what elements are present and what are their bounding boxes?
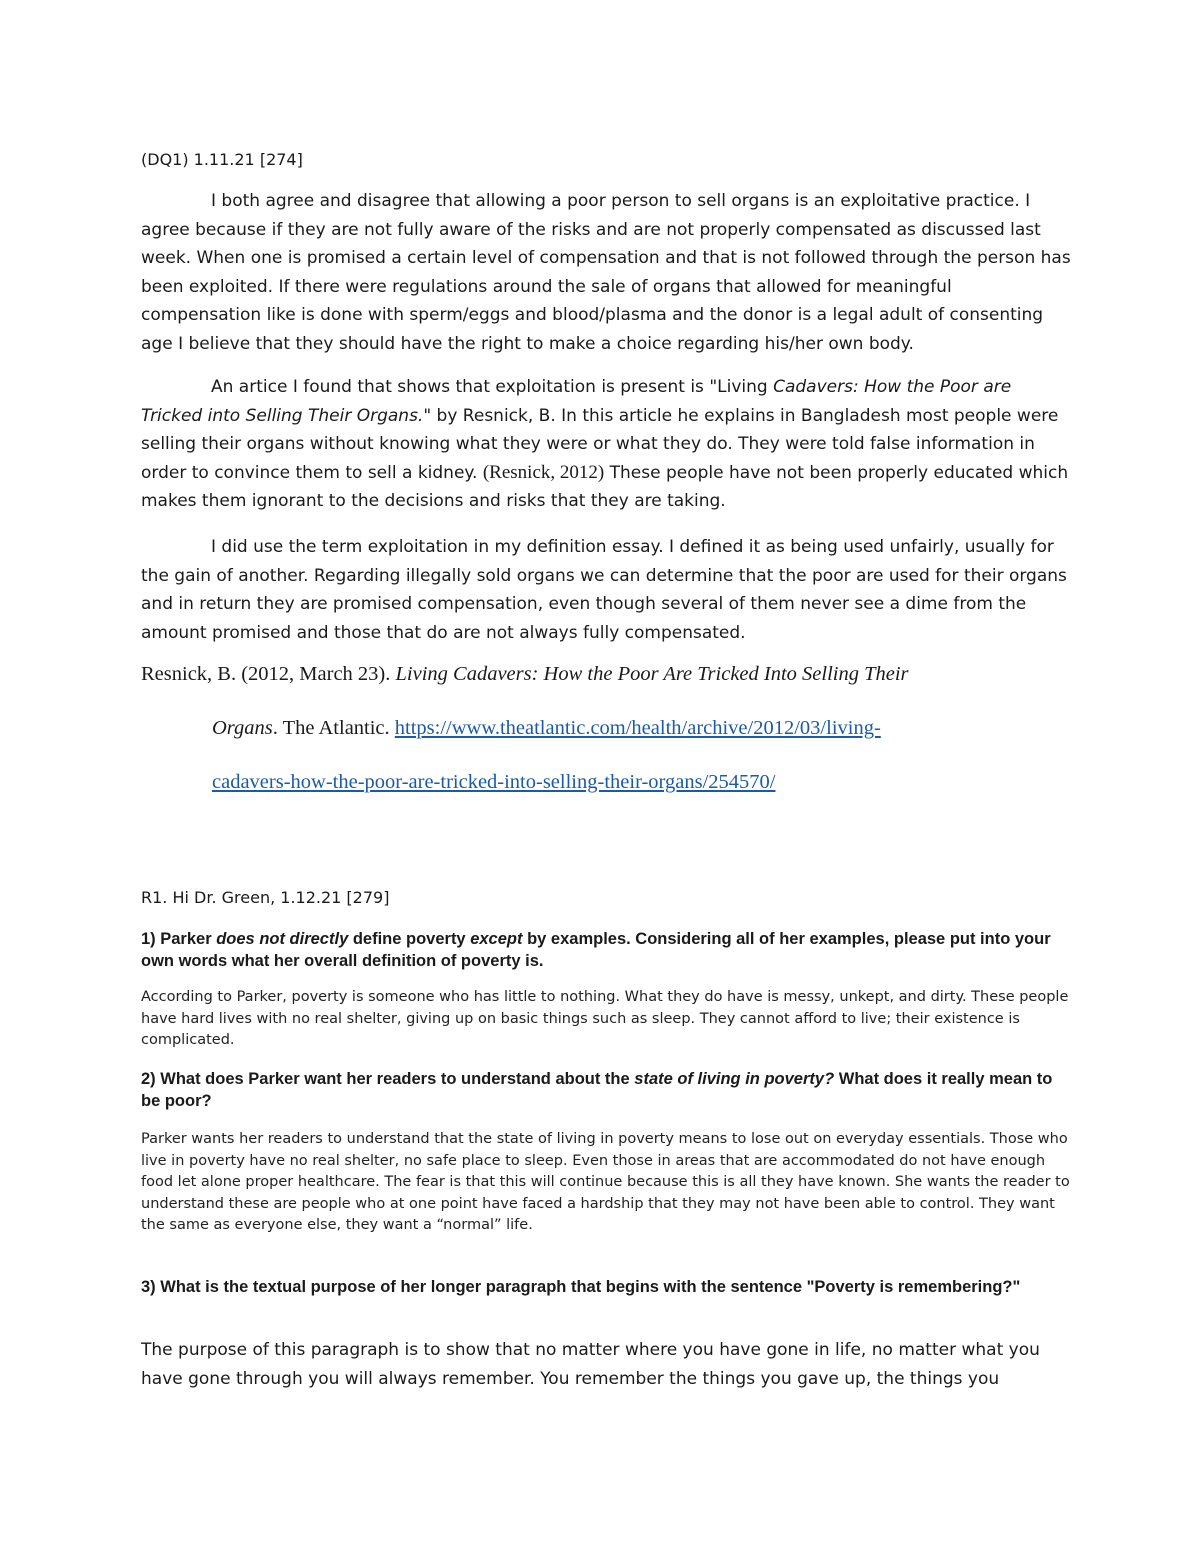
reference-url-part-2[interactable]: cadavers-how-the-poor-are-tricked-into-selling-their-organs/254570/ xyxy=(212,771,776,793)
question-2-text-a: 2) What does Parker want her readers to understand about the xyxy=(141,1070,635,1088)
dq-header: (DQ1) 1.11.21 [274] xyxy=(141,150,303,169)
question-1-text-c: define poverty xyxy=(348,930,471,948)
question-1-text-a: 1) Parker xyxy=(141,930,217,948)
reference-url-part-1[interactable]: https://www.theatlantic.com/health/archive/2012/03/living- xyxy=(394,717,881,739)
question-2 xyxy=(141,1068,1071,1112)
dq-paragraph-3: I did use the term exploitation in my definition essay. I defined it as being used unfairly, usually for the gain of another. Regarding illegally sold organs we can determine that the poor are used for their organs and in return they are promised compensation, even though several of them never see a dime from the amount promised and those that do are not always fully compensated. xyxy=(141,537,1067,643)
question-1-emphasis-a: does not directly xyxy=(216,930,349,948)
question-1-emphasis-b: except xyxy=(470,930,523,948)
question-1 xyxy=(141,928,1071,972)
reference-entry xyxy=(141,647,1081,809)
r1-header: R1. Hi Dr. Green, 1.12.21 [279] xyxy=(141,888,390,907)
dq-paragraph-2 xyxy=(141,373,1071,516)
article-title: Cadavers: How the Poor are Tricked into Selling Their Organs. xyxy=(141,377,1012,426)
question-3: 3) What is the textual purpose of her longer paragraph that begins with the sentence "Poverty is remembering?" xyxy=(141,1278,1021,1296)
answer-3: The purpose of this paragraph is to show that no matter where you have gone in life, no matter what you have gone through you will always remember. You remember the things you gave up, the things you xyxy=(141,1340,1040,1389)
answer-2: Parker wants her readers to understand that the state of living in poverty means to lose out on everyday essentials. Those who live in poverty have no real shelter, no safe place to sleep. Even those in areas that are accommodated do not have enough food let alone proper healthcare. The fear is that this will continue because this is all they have known. She wants the reader to understand these are people who at one point have faced a hardship that they may not have been able to control. They want the same as everyone else, they want a “normal” life. xyxy=(141,1131,1070,1233)
dq-paragraph-2-text-c: These people have not been properly educated which makes them ignorant to the decisions and risks that they are taking. xyxy=(141,462,1069,511)
reference-line-2 xyxy=(141,701,1081,755)
question-1-text-e: by examples. Considering all of her examples, please put into your own words what her overall definition of poverty is. xyxy=(141,930,1051,970)
question-2-emphasis: state of living in poverty? xyxy=(634,1070,835,1088)
answer-1: According to Parker, poverty is someone who has little to nothing. What they do have is messy, unkept, and dirty. These people have hard lives with no real shelter, giving up on basic things such as sleep. They cannot afford to live; their existence is complicated. xyxy=(141,989,1069,1048)
reference-author-date: Resnick, B. (2012, March 23). xyxy=(141,663,396,685)
reference-title-line-1: Living Cadavers: How the Poor Are Tricked Into Selling Their xyxy=(395,663,909,685)
dq-paragraph-2-text-b: " by Resnick, B. In this article he explains in Bangladesh most people were selling their organs without knowing what they were or what they do. They were told false information in order to convince them to sell a kidney. xyxy=(141,405,1059,483)
dq-paragraph-2-text-a: An artice I found that shows that exploitation is present is "Living xyxy=(211,377,774,397)
dq-paragraph-1: I both agree and disagree that allowing a poor person to sell organs is an exploitative practice. I agree because if they are not fully aware of the risks and are not properly compensated as discussed last week. When one is promised a certain level of compensation and that is not followed through the person has been exploited. If there were regulations around the sale of organs that allowed for meaningful compensation like is done with sperm/eggs and blood/plasma and the donor is a legal adult of consenting age I believe that they should have the right to make a choice regarding his/her own body. xyxy=(141,191,1071,354)
reference-title-line-2: Organs xyxy=(212,717,273,739)
in-text-citation: (Resnick, 2012) xyxy=(482,461,605,483)
reference-publisher: . The Atlantic. xyxy=(272,717,395,739)
question-2-text-c: What does it really mean to be poor? xyxy=(141,1070,1053,1110)
reference-line-3 xyxy=(141,755,1081,809)
